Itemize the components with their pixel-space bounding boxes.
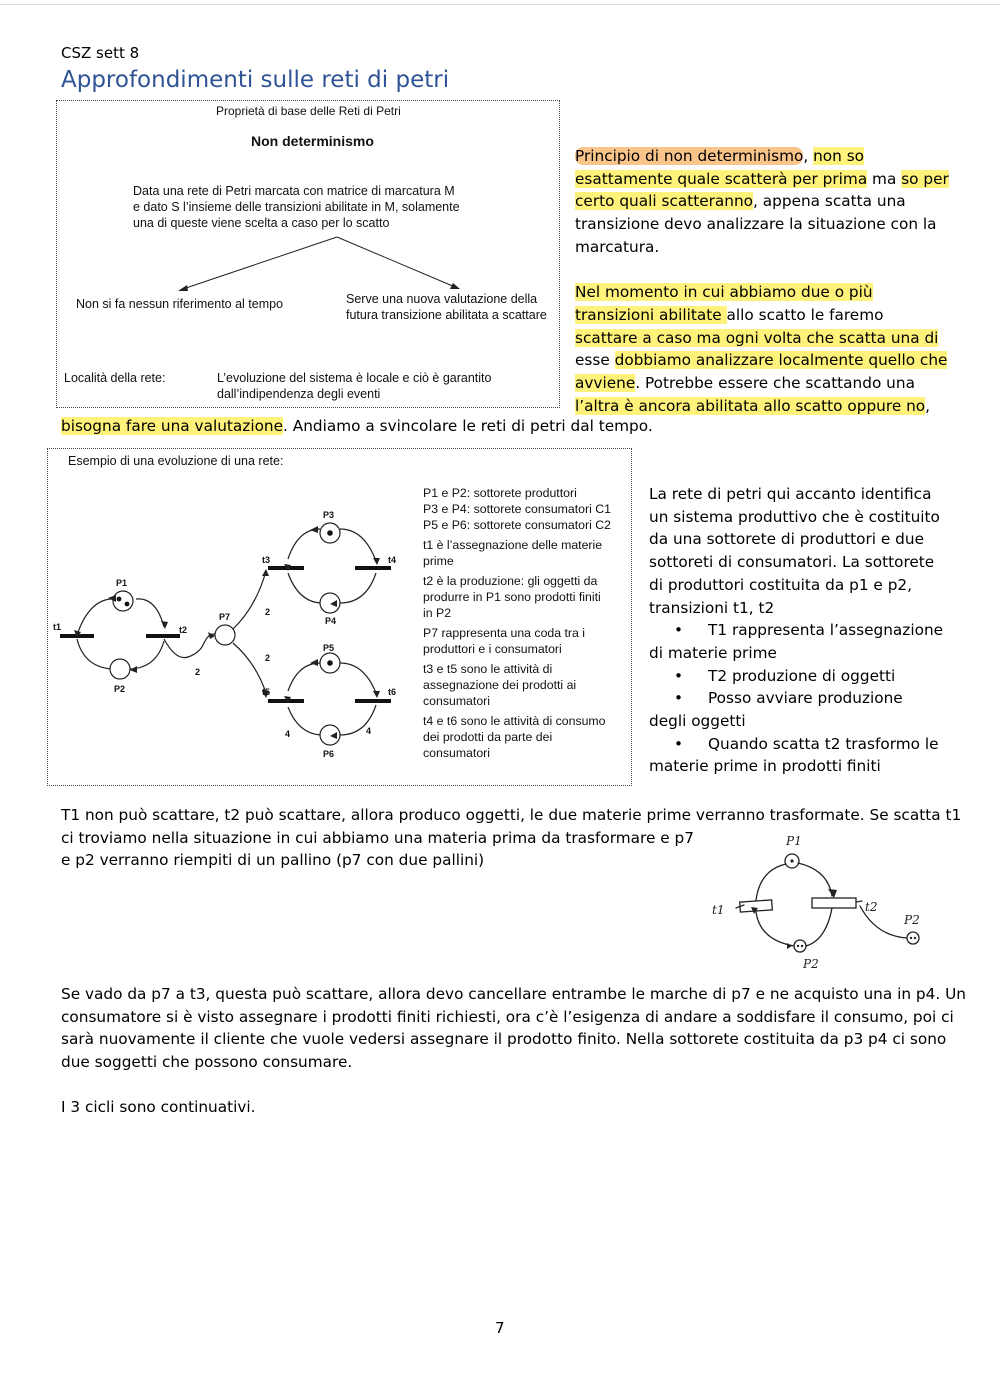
- note-line: t4 e t6 sono le attività di consumo: [423, 714, 606, 728]
- right-branch-text: [346, 291, 547, 323]
- text-line: da una sottorete di produttori e due: [649, 530, 924, 549]
- text-line: sottoreti di consumatori. La sottorete: [649, 553, 935, 572]
- highlighted-text: certo quali scatteranno: [575, 192, 754, 211]
- text-line: [575, 349, 949, 372]
- note-line: assegnazione dei prodotti ai: [423, 678, 577, 692]
- text-line: T1 non può scattare, t2 può scattare, allora produco oggetti, le due materie prime verranno trasformate. Se scatta t1: [61, 806, 962, 824]
- bullet-continuation: degli oggetti: [649, 712, 746, 731]
- note-line: consumatori: [423, 746, 490, 760]
- note-line: P5 e P6: sottorete consumatori C2: [423, 518, 611, 532]
- text-line: [575, 168, 949, 191]
- paragraph-cycles: I 3 cicli sono continuativi.: [61, 1098, 256, 1116]
- text-segment: esse: [575, 351, 615, 370]
- note-line: P7 rappresenta una coda tra i: [423, 626, 586, 640]
- figure-net-evolution: [47, 448, 632, 786]
- text-line: e p2 verranno riempiti di un pallino (p7 con due pallini): [61, 851, 485, 870]
- highlighted-text: non so: [813, 147, 865, 165]
- paragraph-consumers: [61, 983, 966, 1074]
- sketch-label-t1: t1: [712, 903, 725, 917]
- text-line: un sistema produttivo che è costituito: [649, 507, 940, 526]
- label-p5: P5: [323, 643, 335, 653]
- label-p2: P2: [114, 684, 126, 694]
- label-p3: P3: [323, 510, 335, 520]
- text-line: [575, 304, 949, 327]
- right-branch-line: futura transizione abilitata a scattare: [346, 308, 547, 322]
- label-p7: P7: [219, 612, 231, 622]
- text-line: ci troviamo nella situazione in cui abbiamo una materia prima da trasformare e p7: [61, 828, 694, 847]
- desc-line: Data una rete di Petri marcata con matrice di marcatura M: [133, 184, 455, 198]
- text-segment: . Andiamo a svincolare le reti di petri dal tempo.: [283, 417, 653, 435]
- highlighted-text: Nel momento in cui abbiamo due o più: [575, 283, 873, 302]
- note-line: t2 è la produzione: gli oggetti da: [423, 574, 598, 588]
- bullet-continuation: di materie prime: [649, 643, 777, 662]
- label-p6: P6: [323, 749, 335, 759]
- label-t5: t5: [262, 687, 271, 697]
- highlighted-text: Principio di non determinismo: [575, 147, 804, 165]
- label-t4: t4: [388, 555, 397, 565]
- weight-label: 2: [265, 653, 271, 663]
- desc-line: e dato S l’insieme delle transizioni abilitate in M, solamente: [133, 200, 460, 214]
- label-t1: t1: [53, 622, 62, 632]
- locality-text: [217, 370, 491, 402]
- figure-note: [423, 661, 611, 709]
- figure-note: [423, 573, 611, 621]
- bullet-text: T2 produzione di oggetti: [708, 666, 896, 685]
- figure2-title: Esempio di una evoluzione di una rete:: [68, 454, 284, 468]
- text-line: [575, 213, 949, 236]
- bullet-text: Quando scatta t2 trasformo le: [708, 734, 939, 753]
- text-line: [575, 145, 949, 168]
- text-segment: ma: [867, 169, 902, 188]
- left-branch-text: Non si fa nessun riferimento al tempo: [76, 297, 284, 311]
- bullet-list: [649, 619, 943, 778]
- note-line: t1 è l’assegnazione delle materie: [423, 538, 603, 552]
- branch-arrows: [57, 101, 559, 407]
- text-line: [575, 372, 949, 395]
- note-line: dei prodotti da parte dei: [423, 730, 553, 744]
- weight-label: 4: [285, 729, 291, 739]
- highlighted-text: dobbiamo analizzare localmente quello che: [614, 351, 948, 370]
- paragraph-network-description: [649, 483, 943, 778]
- label-t2: t2: [179, 625, 188, 635]
- list-item: • T2 produzione di oggetti: [673, 666, 896, 685]
- text-segment: . Potrebbe essere che scattando una: [635, 373, 915, 392]
- highlighted-text: bisogna fare una valutazione: [61, 417, 284, 435]
- text-line: sarà nuovamente il cliente che vuole vedersi assegnare il prodotto finito. Nella sottorete costituita da p3 p4 ci sono: [61, 1030, 947, 1049]
- weight-label: 2: [195, 667, 201, 677]
- text-line: La rete di petri qui accanto identifica: [649, 485, 932, 503]
- text-line: [575, 327, 949, 350]
- note-line: t3 e t5 sono le attività di: [423, 662, 553, 676]
- note-line: produrre in P1 sono prodotti finiti: [423, 590, 601, 604]
- locality-line: L’evoluzione del sistema è locale e ciò è garantito: [217, 371, 492, 385]
- page-top-border: [0, 4, 1000, 5]
- bullet-text: Posso avviare produzione: [708, 689, 903, 708]
- right-branch-line: Serve una nuova valutazione della: [346, 292, 538, 306]
- label-t3: t3: [262, 555, 271, 565]
- text-line: transizioni t1, t2: [649, 598, 775, 617]
- figure-top-title: Proprietà di base delle Reti di Petri: [216, 104, 401, 118]
- text-line: due soggetti che possono consumare.: [61, 1053, 353, 1072]
- list-item: • Posso avviare produzione degli oggetti: [649, 687, 943, 732]
- paragraph-non-determinism: [575, 145, 949, 417]
- text-line: [575, 236, 949, 259]
- note-line: in P2: [423, 606, 452, 620]
- locality-line: dall’indipendenza degli eventi: [217, 387, 381, 401]
- text-line: consumatore si è visto assegnare i prodotti finiti richiesti, ora c’è l’esigenza di andare a soddisfare il consumo, poi ci: [61, 1007, 954, 1026]
- note-line: produttori e i consumatori: [423, 642, 562, 656]
- note-line: P1 e P2: sottorete produttori: [423, 486, 577, 500]
- weight-label: 2: [265, 607, 271, 617]
- text-line: [575, 281, 949, 304]
- list-item: • T1 rappresenta l’assegnazione di materie prime: [649, 619, 943, 664]
- hand-sketch-net: [700, 828, 940, 978]
- text-segment: marcatura.: [575, 237, 660, 256]
- text-line: [575, 258, 949, 281]
- text-segment: ,: [803, 147, 814, 165]
- desc-line: una di queste viene scelta a caso per lo scatto: [133, 216, 390, 230]
- label-p1: P1: [116, 578, 128, 588]
- highlighted-text: avviene: [575, 373, 636, 392]
- text-segment: allo scatto le faremo: [726, 305, 884, 324]
- bullet-continuation: materie prime in prodotti finiti: [649, 757, 881, 776]
- locality-label: Località della rete:: [64, 371, 166, 385]
- highlighted-text: esattamente quale scatterà per prima: [575, 169, 868, 188]
- list-item: • Quando scatta t2 trasformo le materie prime in prodotti finiti: [649, 733, 943, 778]
- text-line: [575, 190, 949, 213]
- label-t6: t6: [388, 687, 397, 697]
- text-segment: , appena scatta una: [753, 192, 906, 211]
- text-line: di produttori costituita da p1 e p2,: [649, 575, 912, 594]
- figure-note: [423, 485, 611, 533]
- page-number: 7: [495, 1319, 505, 1337]
- sketch-label-p1: P1: [786, 834, 802, 848]
- highlighted-text: transizioni abilitate: [575, 305, 727, 324]
- highlighted-text: l’altra è ancora abilitata allo scatto oppure no: [575, 396, 926, 415]
- figure2-notes: [423, 485, 611, 761]
- sketch-label-t2: t2: [865, 900, 878, 914]
- figure-note: [423, 625, 611, 657]
- figure-note: [423, 537, 611, 569]
- figure-note: [423, 713, 611, 761]
- petri-net-diagram: [48, 449, 428, 785]
- text-segment: ,: [925, 396, 931, 415]
- text-line: [575, 395, 949, 418]
- highlighted-text: so per: [901, 169, 949, 188]
- note-line: consumatori: [423, 694, 490, 708]
- weight-label: 4: [366, 726, 372, 736]
- highlighted-text: scattare a caso ma ogni volta che scatta una di: [575, 328, 939, 347]
- sketch-label-p2: P2: [803, 957, 819, 971]
- note-line: P3 e P4: sottorete consumatori C1: [423, 502, 611, 516]
- section-label: CSZ sett 8: [61, 44, 140, 62]
- text-line: Se vado da p7 a t3, questa può scattare, allora devo cancellare entrambe le marche di p7 e ne acquisto una in p4. Un: [61, 985, 966, 1003]
- page-title: Approfondimenti sulle reti di petri: [61, 67, 450, 93]
- figure-non-determinism: [56, 100, 560, 408]
- label-p4: P4: [325, 616, 337, 626]
- figure-heading: Non determinismo: [251, 133, 374, 149]
- paragraph-non-determinism-end: [61, 415, 653, 438]
- note-line: prime: [423, 554, 454, 568]
- sketch-label-p2-right: P2: [904, 913, 920, 927]
- text-segment: transizione devo analizzare la situazione con la: [575, 215, 937, 234]
- bullet-text: T1 rappresenta l’assegnazione: [708, 621, 944, 640]
